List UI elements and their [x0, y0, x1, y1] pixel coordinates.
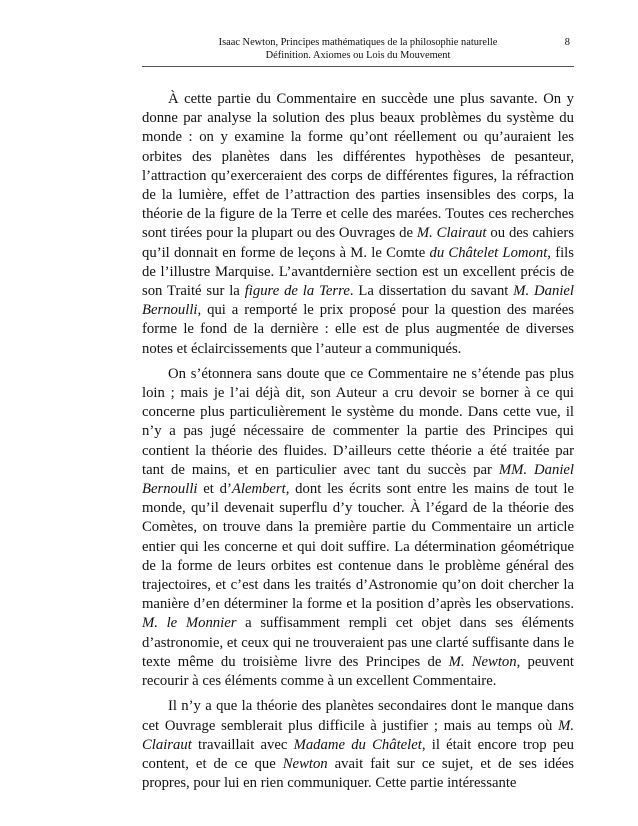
page-number: 8	[564, 37, 570, 48]
text-run: avait fait sur ce sujet, et de ses idées propres, pour lui en rien communiquer. Cette partie intéressante	[142, 755, 574, 792]
text-run: a suffisamment rempli cet objet dans ses éléments d’astronomie, et ceux qui ne trouveraient pas une clarté suffisante dans le texte même du troisième livre des Principes de	[142, 615, 574, 670]
text-run: . La dissertation du savant	[349, 283, 514, 300]
text-run: , fils de l’illustre Marquise. L’avantdernière section est un excellent précis de son Traité sur la	[142, 244, 574, 300]
text-run: À cette partie du Commentaire en succède une plus savante. On y donne par analyse la solution des plus beaux problèmes du système du monde : on y examine la forme qu’ont réellement ou qu’auraient les orbites des planètes dans les différentes hypothèses de pesanteur, l’attraction qu’exerceraient des corps de différentes figures, la réfraction de la lumière, effet de l’attraction des parties insensibles des corps, la théorie de la figure de la Terre et celle des marées. Toutes ces recherches sont tirées pour la plupart ou des Ouvrages de	[142, 91, 574, 242]
italic-text: Newton	[282, 755, 328, 772]
italic-text: figure de la Terre	[244, 283, 350, 300]
text-run: , qui a remporté le prix proposé pour la question des marées forme le fond de la dernière : elle est de plus augmentée de diverses notes et éclaircissements que l’auteur a communiqués.	[142, 302, 574, 357]
text-run: On s’étonnera sans doute que ce Commentaire ne s’étende pas plus loin ; mais je l’ai déjà dit, son Auteur a cru devoir se borner à ce qui concerne plus particulièrement le système du monde. Dans cette vue, il n’y a pas jugé nécessaire de commenter la partie des Principes qui contient la théorie des fluides. D’ailleurs cette théorie a été traitée par tant de mains, et en particulier avec tant du succès par	[142, 365, 574, 478]
italic-text: M. Clairaut	[416, 225, 487, 242]
text-run: et d’	[197, 481, 232, 498]
italic-text: du Châtelet Lomont	[429, 244, 548, 261]
text-run: , il était encore trop peu content, et de ce que	[142, 736, 574, 772]
italic-text: M. Daniel Bernoulli	[142, 283, 574, 319]
italic-text: M. le Monnier	[142, 615, 237, 632]
italic-text: M. Clairaut	[142, 717, 574, 753]
text-run: , dont les écrits sont entre les mains de tout le monde, qu’il devenait superflu d’y toucher. À l’égard de la théorie des Comètes, on trouve dans la première partie du Commentaire un article entier qui les concerne et qui doit suffire. La détermination géométrique de la forme de leurs orbites est contenue dans le problème général des trajectoires, et c’est dans les traités d’Astronomie qu’on doit chercher la manière d’en déterminer la forme et la position d’après les observations.	[142, 481, 574, 613]
italic-text: M. Newton	[448, 653, 517, 670]
text-run: , peuvent recourir à ces éléments comme à un excellent Commentaire.	[142, 653, 574, 690]
text-run: ou des cahiers qu’il donnait en forme de leçons à M. le Comte	[142, 225, 575, 261]
italic-text: Alembert	[231, 481, 286, 498]
italic-text: MM. Daniel Bernoulli	[142, 461, 574, 498]
running-header	[142, 36, 574, 67]
body-text	[142, 90, 574, 799]
paragraph	[142, 90, 574, 359]
text-run: Il n’y a que la théorie des planètes secondaires dont le manque dans cet Ouvrage semblerait plus difficile à justifier ; mais au temps où	[142, 698, 574, 734]
text-run: travaillait avec	[191, 736, 294, 753]
header-title: Isaac Newton, Principes mathématiques de la philosophie naturelle	[218, 37, 498, 48]
paragraph	[142, 697, 574, 793]
header-subtitle: Définition. Axiomes ou Lois du Mouvement	[265, 50, 451, 61]
paragraph	[142, 365, 574, 691]
italic-text: Madame du Châtelet	[293, 736, 422, 753]
